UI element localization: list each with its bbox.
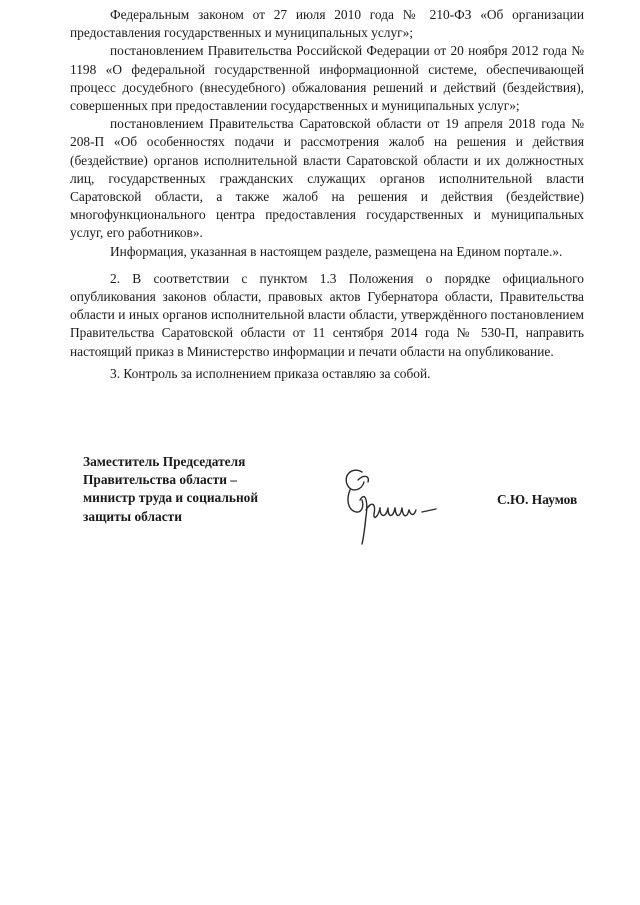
paragraph-portal-info: Информация, указанная в настоящем разделе, размещена на Едином портале.». (110, 243, 563, 259)
paragraph-item-2: 2. В соответствии с пунктом 1.3 Положения о порядке официального опубликования законов области, правовых актов Губернатора области, Правительства области и иных органов исполнительной власти области, утверждённого постановлением Правительства Саратовской области от 11 сентября 2014 года № 530-П, направить настоящий приказ в Министерство информации и печати области на опубликование. (70, 270, 584, 359)
paragraph-item-3: 3. Контроль за исполнением приказа оставляю за собой. (110, 365, 431, 381)
signatory-position-line: министр труда и социальной (83, 490, 259, 506)
signatory-position-line: Правительства области – (83, 472, 237, 488)
signatory-name: С.Ю. Наумов (497, 492, 578, 507)
paragraph-saratov-resolution-208: постановлением Правительства Саратовской области от 19 апреля 2018 года № 208-П «Об особенностях подачи и рассмотрения жалоб на решения и действия (бездействие) органов исполнительной власти Саратовской области и их должностных лиц, государственных гражданских служащих органов исполнительной власти Саратовской области, а также жалоб на решения и действия (бездействие) многофункционального центра предоставления государственных и муниципальных услуг, его работников». (70, 116, 584, 241)
signatory-position-line: Заместитель Председателя (83, 454, 246, 469)
signatory-position (83, 453, 323, 526)
signature-icon (338, 460, 448, 550)
paragraph-government-resolution-1198: постановлением Правительства Российской Федерации от 20 ноября 2012 года № 1198 «О федеральной государственной информационной системе, обеспечивающей процесс досудебного (внесудебного) обжалования решений и действий (бездействия), совершенных при предоставлении государственных и муниципальных услуг»; (70, 43, 584, 114)
document-body (70, 6, 584, 383)
paragraph-federal-law: Федеральным законом от 27 июля 2010 года № 210-ФЗ «Об организации предоставления государственных и муниципальных услуг»; (70, 7, 584, 41)
signatory-position-line: защиты области (83, 508, 182, 524)
